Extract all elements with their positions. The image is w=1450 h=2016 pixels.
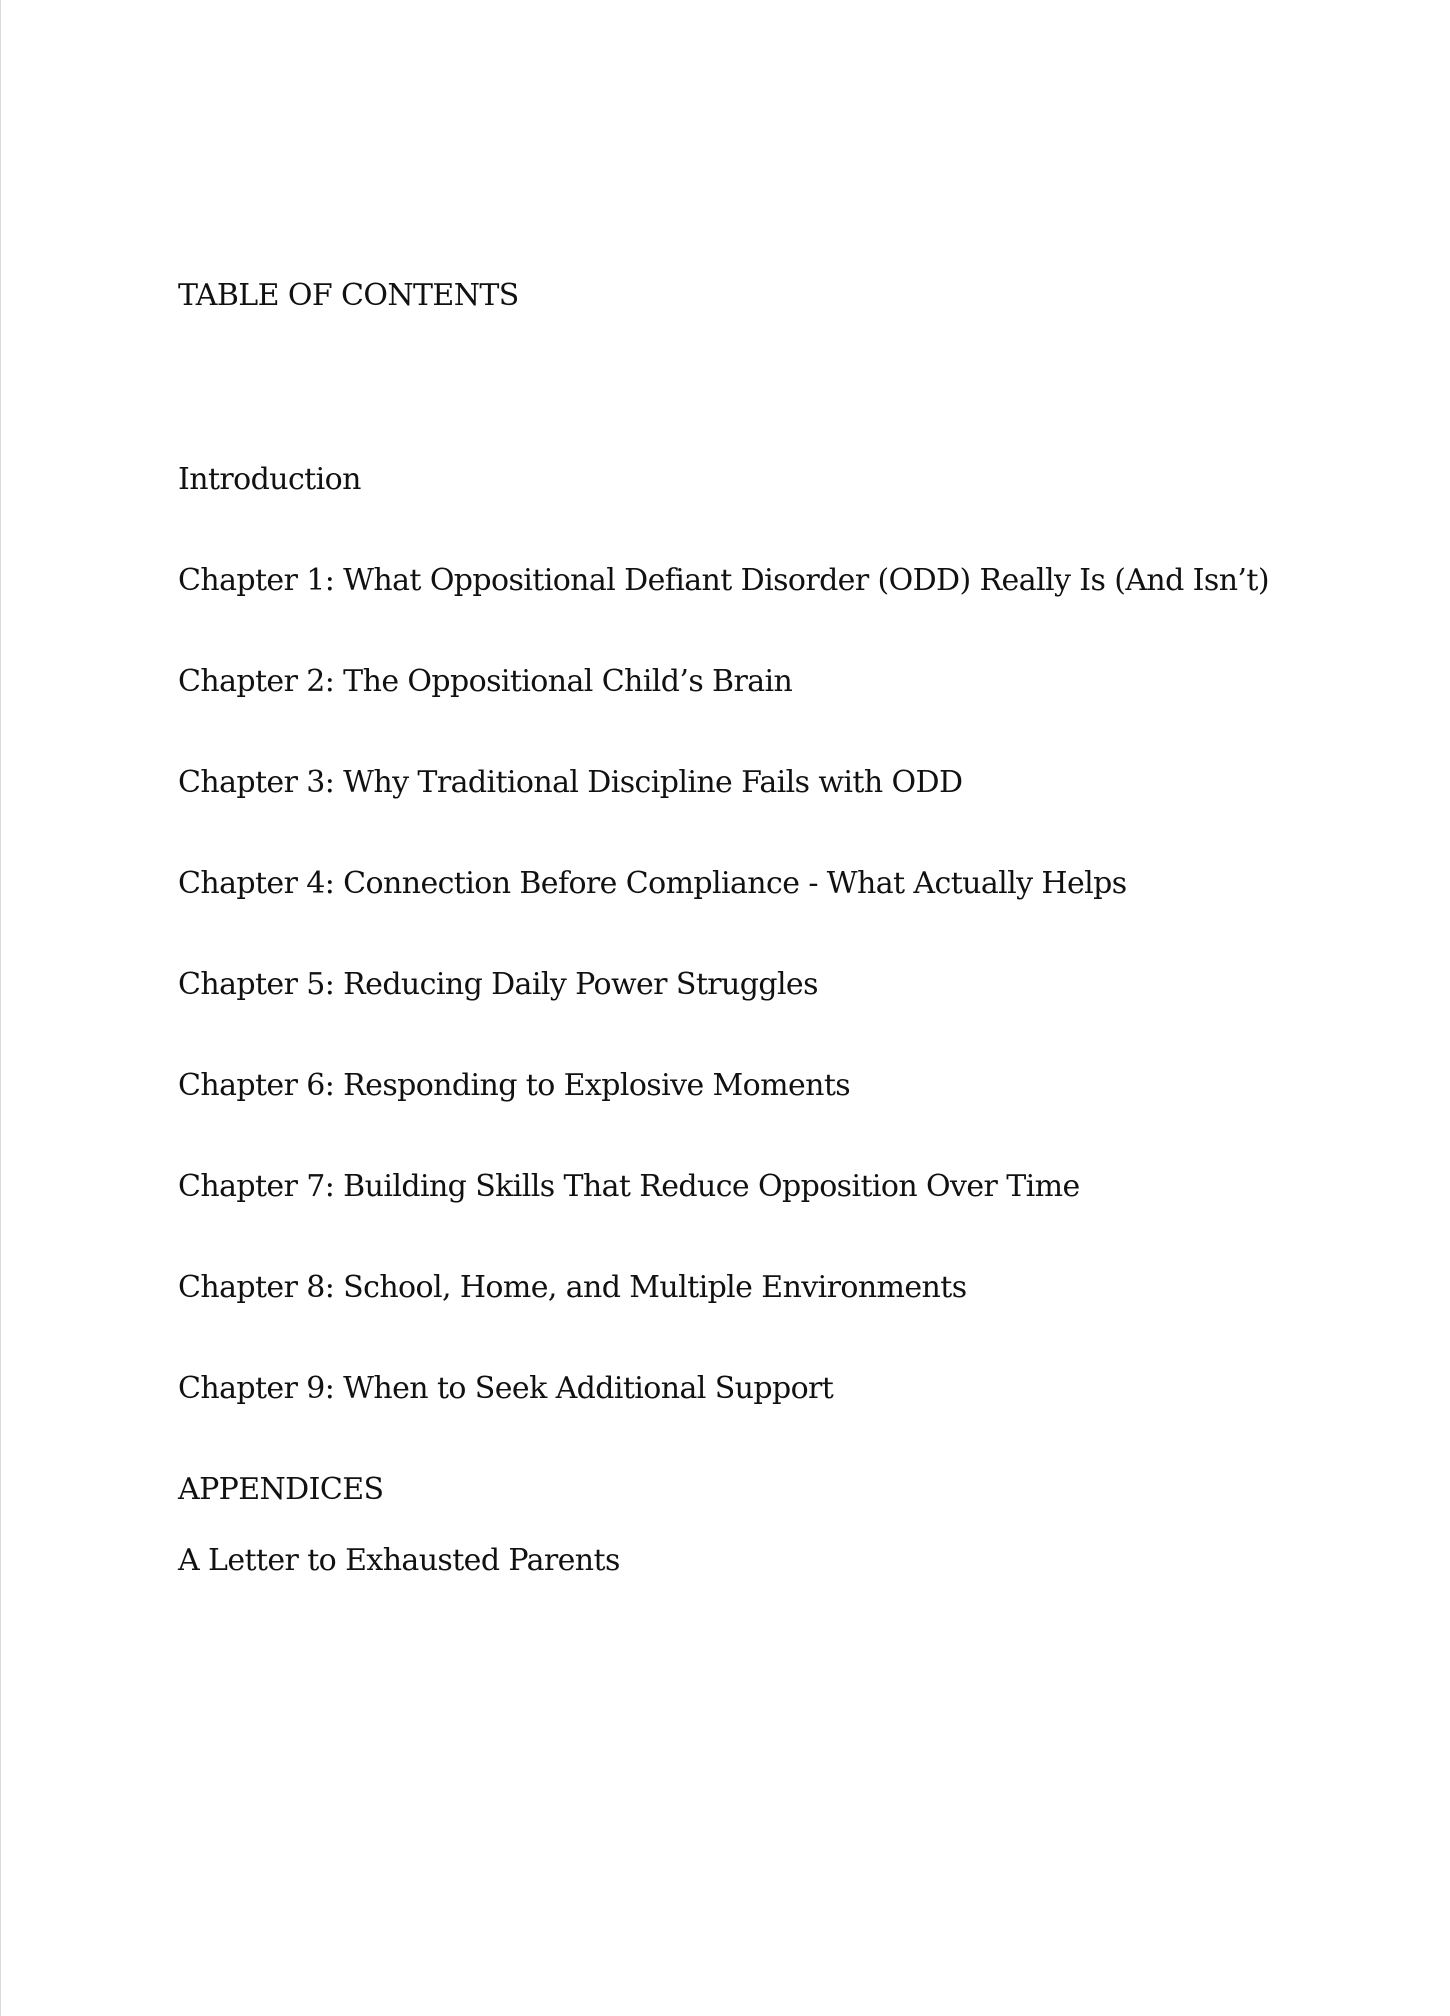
toc-entry-introduction: Introduction bbox=[178, 462, 361, 497]
toc-entry-chapter-5: Chapter 5: Reducing Daily Power Struggles bbox=[178, 967, 818, 1002]
toc-entry-letter: A Letter to Exhausted Parents bbox=[178, 1543, 620, 1578]
toc-entry-chapter-1: Chapter 1: What Oppositional Defiant Disorder (ODD) Really Is (And Isn’t) bbox=[178, 563, 1269, 598]
toc-entry-chapter-9: Chapter 9: When to Seek Additional Support bbox=[178, 1371, 834, 1406]
toc-entry-chapter-6: Chapter 6: Responding to Explosive Moments bbox=[178, 1068, 851, 1103]
toc-entry-chapter-7: Chapter 7: Building Skills That Reduce Opposition Over Time bbox=[178, 1169, 1080, 1204]
toc-entry-chapter-2: Chapter 2: The Oppositional Child’s Brain bbox=[178, 664, 793, 699]
toc-entry-chapter-4: Chapter 4: Connection Before Compliance - What Actually Helps bbox=[178, 866, 1127, 901]
toc-entry-chapter-8: Chapter 8: School, Home, and Multiple Environments bbox=[178, 1270, 967, 1305]
toc-heading: TABLE OF CONTENTS bbox=[178, 278, 519, 313]
toc-entry-appendices: APPENDICES bbox=[178, 1472, 384, 1507]
toc-entry-chapter-3: Chapter 3: Why Traditional Discipline Fails with ODD bbox=[178, 765, 963, 800]
